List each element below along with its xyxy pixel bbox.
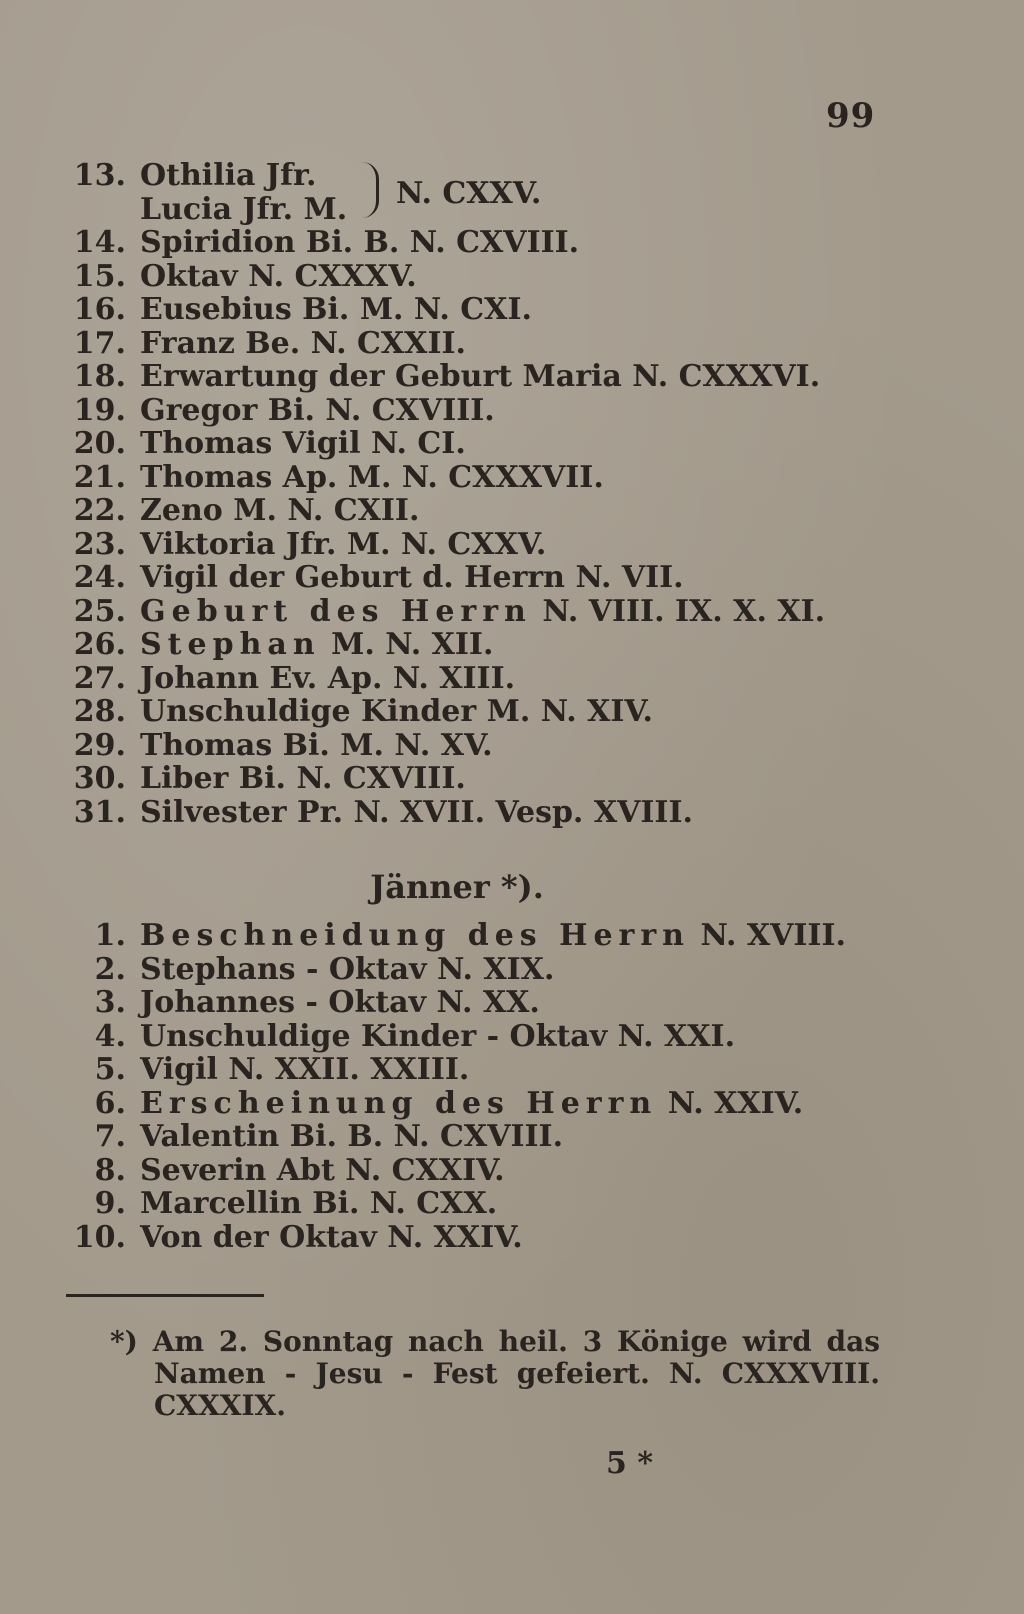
entry-text: Marcellin Bi. N. CXX. — [140, 1186, 498, 1221]
list-item — [64, 292, 964, 326]
list-item — [64, 952, 964, 986]
entry-number: 13. — [73, 158, 126, 193]
list-item — [64, 1052, 964, 1086]
entry-text: Vigil der Geburt d. Herrn N. VII. — [140, 560, 684, 595]
entry-number: 27. — [73, 660, 126, 696]
list-item — [64, 527, 964, 561]
signature-mark: 5 * — [606, 1446, 654, 1481]
list-item — [64, 795, 964, 829]
entry-text: Erwartung der Geburt Maria N. CXXXVI. — [140, 359, 821, 394]
list-item — [64, 493, 964, 527]
entry-number: 9. — [94, 1186, 126, 1221]
list-item — [64, 426, 964, 460]
entry-emphasis: Erscheinung des Herrn — [140, 1085, 658, 1121]
entry-text: Unschuldige Kinder M. N. XIV. — [140, 694, 653, 729]
entry-number: 15. — [73, 258, 126, 294]
entry-number: 31. — [73, 794, 126, 830]
entry-text: Othilia Jfr. — [140, 158, 317, 193]
list-item — [64, 393, 964, 427]
list-item — [64, 1119, 964, 1153]
section-heading — [0, 868, 1024, 906]
entry-number: 28. — [73, 694, 126, 729]
list-item — [64, 1186, 964, 1220]
list-item — [64, 728, 964, 762]
entry-number: 2. — [94, 951, 126, 987]
january-list — [64, 918, 964, 1253]
entry-emphasis: Geburt des Herrn — [140, 593, 532, 629]
list-item — [64, 259, 964, 293]
entry-reference: N. CXXV. — [396, 176, 542, 211]
entry-text: Silvester Pr. N. XVII. Vesp. XVIII. — [140, 794, 693, 830]
entry-text: Johann Ev. Ap. N. XIII. — [140, 660, 516, 696]
entry-emphasis: Stephan — [140, 627, 321, 662]
entry-text: Valentin Bi. B. N. CXVIII. — [140, 1119, 564, 1154]
list-item — [64, 326, 964, 360]
list-item — [64, 694, 964, 728]
entry-number: 7. — [94, 1119, 126, 1154]
entry-number: 6. — [94, 1085, 126, 1121]
entry-text: Eusebius Bi. M. N. CXI. — [140, 292, 532, 327]
entry-number: 22. — [73, 493, 126, 528]
list-item — [64, 460, 964, 494]
entry-number: 29. — [73, 727, 126, 763]
entry-text: M. N. XII. — [331, 627, 494, 662]
entry-text: Viktoria Jfr. M. N. CXXV. — [140, 526, 547, 562]
entry-number: 3. — [94, 985, 126, 1020]
entry-number: 10. — [73, 1219, 126, 1255]
entry-number: 19. — [73, 392, 126, 428]
list-item — [64, 560, 964, 594]
entry-number: 16. — [73, 292, 126, 327]
entry-text: Lucia Jfr. M. — [140, 191, 348, 227]
entry-number: 24. — [73, 560, 126, 595]
footnote-divider — [66, 1294, 264, 1297]
section-heading-text: Jänner *). — [370, 868, 544, 906]
footnote-line: *) Am 2. Sonntag nach heil. 3 Könige wird das — [110, 1325, 880, 1358]
footnote — [110, 1326, 880, 1422]
entry-text: Thomas Vigil N. CI. — [140, 426, 466, 461]
entry-text: Liber Bi. N. CXVIII. — [140, 761, 466, 796]
list-item — [64, 627, 964, 661]
list-item — [64, 661, 964, 695]
list-item — [64, 918, 964, 952]
brace-mark — [362, 162, 379, 218]
bracketed-entry — [64, 158, 964, 225]
entry-emphasis: Beschneidung des Herrn — [140, 918, 690, 953]
entry-number: 18. — [73, 359, 126, 394]
list-item — [64, 1220, 964, 1254]
entry-number: 25. — [73, 593, 126, 629]
entry-number: 23. — [73, 526, 126, 562]
list-item — [64, 1019, 964, 1053]
entry-text: Severin Abt N. CXXIV. — [140, 1152, 505, 1188]
list-item — [64, 225, 964, 259]
list-item — [64, 359, 964, 393]
entry-text: Thomas Bi. M. N. XV. — [140, 727, 493, 763]
entry-text: Unschuldige Kinder - Oktav N. XXI. — [140, 1018, 736, 1054]
entry-number: 4. — [94, 1018, 126, 1054]
entry-text: N. XXIV. — [667, 1085, 804, 1121]
list-item — [64, 192, 347, 226]
entry-text: Stephans - Oktav N. XIX. — [140, 951, 555, 987]
december-list — [64, 158, 964, 828]
footnote-line: CXXXIX. — [154, 1389, 287, 1422]
list-item — [64, 1153, 964, 1187]
entry-number: 26. — [73, 627, 126, 662]
entry-text: N. XVIII. — [700, 918, 846, 953]
entry-text: Franz Be. N. CXXII. — [140, 325, 466, 361]
list-item — [64, 594, 964, 628]
entry-text: Von der Oktav N. XXIV. — [140, 1219, 523, 1255]
list-item — [64, 158, 347, 192]
entry-text: Johannes - Oktav N. XX. — [140, 985, 540, 1020]
entry-number: 1. — [94, 918, 126, 953]
entry-number: 5. — [94, 1052, 126, 1087]
entry-number: 21. — [73, 459, 126, 495]
entry-number: 20. — [73, 426, 126, 461]
december-entries — [64, 225, 964, 828]
entry-number: 30. — [73, 761, 126, 796]
entry-text: Thomas Ap. M. N. CXXXVII. — [140, 459, 604, 495]
entry-text: Gregor Bi. N. CXVIII. — [140, 392, 495, 428]
entry-text: Spiridion Bi. B. N. CXVIII. — [140, 225, 580, 260]
entry-text: N. VIII. IX. X. XI. — [542, 593, 826, 629]
list-item — [64, 761, 964, 795]
entry-number: 17. — [73, 325, 126, 361]
entry-number: 14. — [73, 225, 126, 260]
entry-text: Oktav N. CXXXV. — [140, 258, 417, 294]
entry-text: Vigil N. XXII. XXIII. — [140, 1052, 470, 1087]
page-number: 99 — [826, 96, 876, 136]
entry-number: 8. — [94, 1152, 126, 1188]
list-item — [64, 985, 964, 1019]
list-item — [64, 1086, 964, 1120]
footnote-line: Namen - Jesu - Fest gefeiert. N. CXXXVIII. — [154, 1357, 880, 1390]
entry-text: Zeno M. N. CXII. — [140, 493, 420, 528]
